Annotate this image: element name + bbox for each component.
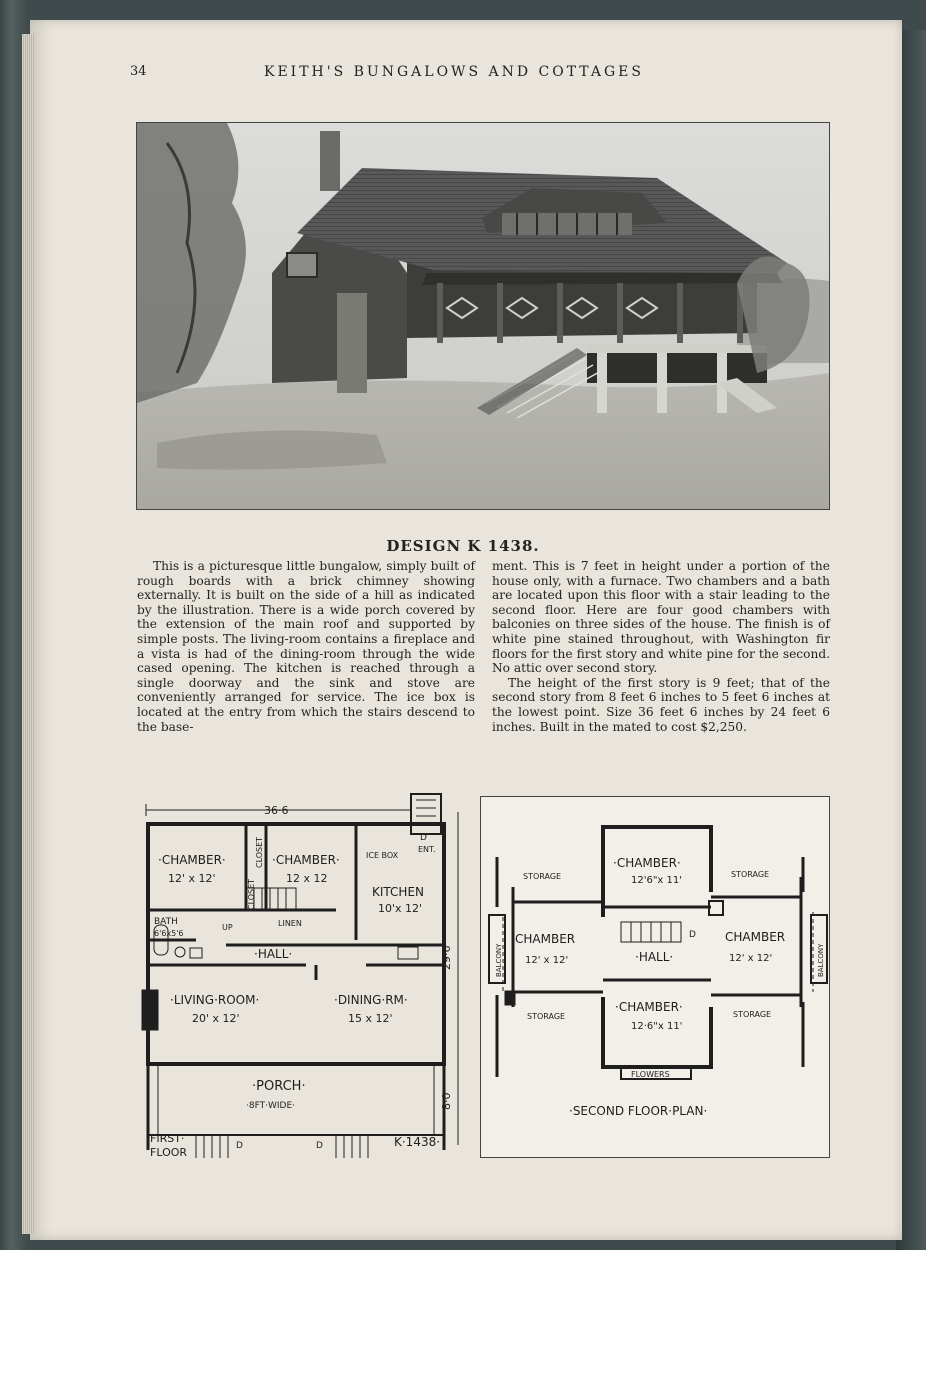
storage-label: STORAGE — [527, 1012, 566, 1021]
body-paragraph: This is a picturesque little bungalow, simply built of rough boards with a brick chimney showing externally. It is built on the side of a hill as indicated by the illustration. There is a wide porch covered by the extension of the main roof and supported by simple posts. The living-room contains a fireplace and a vista is had of the dining-room through the wide cased opening. The kitchen is reached through a single doorway and the sink and stove are conveniently arranged for service. The ice box is located at the entry from which the stairs descend to the base- — [137, 559, 475, 734]
room-size: 12 x 12 — [286, 872, 328, 885]
body-paragraph: ment. This is 7 feet in height under a portion of the house only, with a furnace. Two chambers and a bath are located upon this floor with a stair leading to the second floor. Here are four good chambers with balconies on three sides of the house. The finish is of white pine stained throughout, with Washington fir floors for the first story and white pine for the second. No attic over second story. — [492, 559, 830, 676]
door-label: D — [236, 1141, 243, 1151]
closet-label: CLOSET — [247, 878, 256, 910]
second-floor-plan — [480, 796, 830, 1158]
bungalow-photograph — [136, 122, 830, 510]
porch-depth-dimension: 8·0 — [440, 1092, 453, 1110]
room-size: 12' x 12' — [729, 953, 773, 964]
body-text-column-1 — [137, 559, 475, 734]
flower-box-label: FLOWERS — [631, 1070, 670, 1079]
room-label-porch: ·PORCH· — [252, 1079, 306, 1094]
room-label-chamber: ·CHAMBER· — [615, 1000, 683, 1014]
room-label-kitchen: KITCHEN — [372, 885, 424, 899]
running-title: KEITH'S BUNGALOWS AND COTTAGES — [264, 64, 644, 80]
width-dimension: 36·6 — [264, 804, 289, 817]
page-stack-edge — [22, 34, 34, 1234]
room-label-hall: ·HALL· — [254, 947, 293, 961]
room-size: 10'x 12' — [378, 902, 423, 915]
room-size: 12·6"x 11' — [631, 1021, 683, 1032]
storage-label: STORAGE — [733, 1010, 772, 1019]
balcony-label: BALCONY — [817, 943, 825, 977]
room-label-living-room: ·LIVING·ROOM· — [170, 993, 260, 1007]
page-header — [130, 64, 830, 84]
door-label: D — [316, 1141, 323, 1151]
door-label: D — [689, 930, 696, 940]
ice-box-label: ICE BOX — [366, 851, 399, 860]
closet-label: CLOSET — [255, 836, 264, 868]
body-text-column-2 — [492, 559, 830, 734]
stair-up-label: UP — [222, 923, 233, 932]
depth-dimension: 29·6 — [440, 945, 453, 970]
room-label-dining-room: ·DINING·RM· — [334, 993, 408, 1007]
storage-label: STORAGE — [523, 872, 562, 881]
body-paragraph: The height of the first story is 9 feet; that of the second story from 8 feet 6 inches to 5 feet 6 inches at the lowest point. Size 36 feet 6 inches by 24 feet 6 inches. Built in the mated to cost $2,250. — [492, 675, 830, 734]
room-label-hall: ·HALL· — [635, 950, 674, 964]
room-label-chamber: ·CHAMBER· — [158, 853, 226, 867]
room-label-chamber: CHAMBER — [515, 932, 576, 946]
room-size: 6'6x5'6 — [154, 929, 184, 938]
second-floor-caption: ·SECOND FLOOR·PLAN· — [569, 1104, 708, 1118]
linen-label: LINEN — [278, 919, 302, 928]
room-label-bath: BATH — [154, 917, 178, 927]
room-size: 15 x 12' — [348, 1012, 393, 1025]
floor-label: FIRST· — [150, 1132, 185, 1145]
room-size: 20' x 12' — [192, 1012, 240, 1025]
room-label-chamber: CHAMBER — [725, 930, 786, 944]
room-size: 12' x 12' — [168, 872, 216, 885]
floor-label: FLOOR — [150, 1146, 188, 1159]
porch-note: ·8FT·WIDE· — [246, 1101, 295, 1111]
storage-label: STORAGE — [731, 870, 770, 879]
balcony-label: BALCONY — [495, 943, 503, 977]
door-label: D — [420, 833, 427, 843]
entry-label: ENT. — [418, 845, 436, 854]
first-floor-plan — [136, 790, 466, 1160]
design-title: DESIGN K 1438. — [386, 537, 540, 555]
room-label-chamber: ·CHAMBER· — [272, 853, 340, 867]
page-number: 34 — [130, 64, 147, 79]
room-size: 12'6"x 11' — [631, 875, 683, 886]
design-code-label: K·1438· — [394, 1135, 441, 1149]
room-size: 12' x 12' — [525, 955, 569, 966]
room-label-chamber: ·CHAMBER· — [613, 856, 681, 870]
